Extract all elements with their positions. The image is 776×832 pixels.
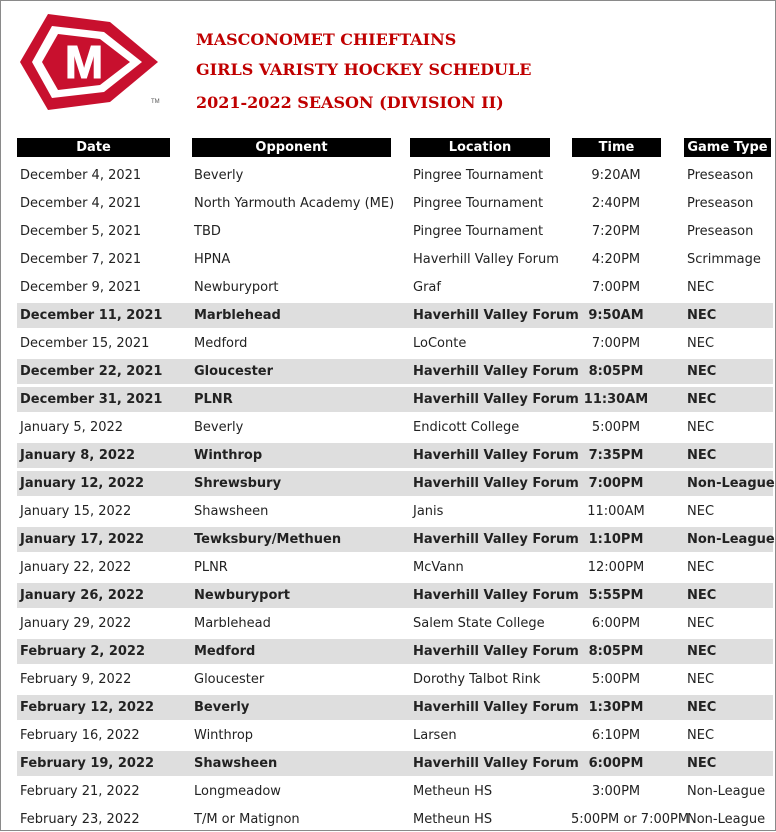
game-date: January 5, 2022 (20, 420, 124, 435)
game-type: Non-League (687, 784, 766, 799)
game-type: NEC (687, 448, 717, 463)
game-opponent: Tewksbury/Methuen (194, 532, 342, 547)
table-row (17, 359, 773, 384)
game-type: NEC (687, 504, 715, 519)
game-time: 9:50AM (588, 308, 644, 323)
game-type: NEC (687, 336, 715, 351)
title-line-1: MASCONOMET CHIEFTAINS (196, 30, 457, 49)
game-date: December 22, 2021 (20, 364, 163, 379)
game-type: NEC (687, 560, 715, 575)
game-opponent: PLNR (194, 392, 233, 407)
table-row (17, 527, 773, 552)
table-row (17, 611, 773, 636)
game-opponent: Gloucester (194, 672, 265, 687)
game-type: Scrimmage (687, 252, 761, 267)
game-date: December 31, 2021 (20, 392, 163, 407)
game-opponent: Beverly (194, 168, 244, 183)
game-type: NEC (687, 280, 715, 295)
game-type: Non-League (687, 812, 766, 827)
table-row (17, 275, 773, 300)
game-type: NEC (687, 420, 715, 435)
game-location: Graf (413, 280, 441, 295)
game-opponent: Winthrop (194, 448, 263, 463)
table-row (17, 219, 773, 244)
game-location: Metheun HS (413, 812, 493, 827)
game-type: Non-League (687, 532, 775, 547)
game-type: NEC (687, 364, 717, 379)
game-opponent: T/M or Matignon (194, 812, 300, 827)
game-type: NEC (687, 392, 717, 407)
table-row (17, 555, 773, 580)
game-time: 6:10PM (591, 728, 641, 743)
game-location: Pingree Tournament (413, 168, 544, 183)
game-location: Metheun HS (413, 784, 493, 799)
game-opponent: Newburyport (194, 280, 279, 295)
logo-trademark: TM (151, 99, 160, 105)
game-time: 6:00PM (591, 616, 641, 631)
game-location: Haverhill Valley Forum (413, 448, 579, 463)
game-date: January 26, 2022 (20, 588, 145, 603)
game-location: LoConte (413, 336, 467, 351)
game-opponent: Beverly (194, 700, 250, 715)
game-opponent: Longmeadow (194, 784, 281, 799)
game-time: 8:05PM (588, 644, 644, 659)
logo-letter: M (64, 36, 104, 88)
game-location: Haverhill Valley Forum (413, 588, 579, 603)
title-line-2: GIRLS VARISTY HOCKEY SCHEDULE (196, 60, 532, 79)
header-location: Location (410, 138, 550, 157)
game-location: Haverhill Valley Forum (413, 700, 579, 715)
game-opponent: Newburyport (194, 588, 291, 603)
game-location: Haverhill Valley Forum (413, 252, 559, 267)
game-opponent: Medford (194, 644, 256, 659)
game-opponent: Medford (194, 336, 248, 351)
game-type: NEC (687, 588, 717, 603)
game-location: Pingree Tournament (413, 224, 544, 239)
game-type: Preseason (687, 196, 754, 211)
game-location: Endicott College (413, 420, 520, 435)
header-game-type: Game Type (684, 138, 771, 157)
table-row (17, 639, 773, 664)
table-row (17, 331, 773, 356)
game-location: Salem State College (413, 616, 545, 631)
game-location: Haverhill Valley Forum (413, 308, 579, 323)
game-time: 8:05PM (588, 364, 644, 379)
game-location: Haverhill Valley Forum (413, 476, 579, 491)
game-time: 3:00PM (591, 784, 641, 799)
header-opponent: Opponent (192, 138, 391, 157)
table-row (17, 303, 773, 328)
game-location: McVann (413, 560, 464, 575)
game-date: January 22, 2022 (20, 560, 132, 575)
table-row (17, 387, 773, 412)
table-row (17, 723, 773, 748)
game-date: December 9, 2021 (20, 280, 142, 295)
game-time: 11:30AM (583, 392, 649, 407)
table-row (17, 695, 773, 720)
game-type: Preseason (687, 224, 754, 239)
game-time: 4:20PM (591, 252, 641, 267)
table-row (17, 779, 773, 804)
game-location: Haverhill Valley Forum (413, 532, 579, 547)
game-date: February 19, 2022 (20, 756, 155, 771)
table-row (17, 443, 773, 468)
game-date: December 4, 2021 (20, 168, 142, 183)
table-row (17, 471, 773, 496)
game-opponent: Gloucester (194, 364, 274, 379)
table-row (17, 667, 773, 692)
game-opponent: North Yarmouth Academy (ME) (194, 196, 395, 211)
table-row (17, 163, 773, 188)
game-date: January 8, 2022 (20, 448, 135, 463)
game-time: 9:20AM (591, 168, 641, 183)
table-row (17, 191, 773, 216)
game-time: 7:20PM (591, 224, 641, 239)
game-opponent: PLNR (194, 560, 228, 575)
game-location: Pingree Tournament (413, 196, 544, 211)
game-location: Haverhill Valley Forum (413, 644, 579, 659)
game-time: 7:00PM (588, 476, 644, 491)
game-type: NEC (687, 728, 715, 743)
game-time: 11:00AM (587, 504, 645, 519)
game-opponent: Shrewsbury (194, 476, 282, 491)
table-row (17, 499, 773, 524)
game-type: NEC (687, 616, 715, 631)
game-opponent: Marblehead (194, 308, 281, 323)
game-time: 5:00PM or 7:00PM (571, 812, 690, 827)
game-date: January 17, 2022 (20, 532, 145, 547)
game-date: January 29, 2022 (20, 616, 132, 631)
game-location: Haverhill Valley Forum (413, 364, 579, 379)
game-type: NEC (687, 756, 717, 771)
game-time: 5:00PM (591, 672, 641, 687)
game-type: NEC (687, 700, 717, 715)
game-location: Haverhill Valley Forum (413, 756, 579, 771)
game-time: 12:00PM (587, 560, 645, 575)
game-time: 7:35PM (588, 448, 644, 463)
game-date: December 11, 2021 (20, 308, 163, 323)
game-date: December 15, 2021 (20, 336, 150, 351)
game-type: NEC (687, 672, 715, 687)
game-date: December 4, 2021 (20, 196, 142, 211)
game-opponent: Winthrop (194, 728, 254, 743)
game-time: 5:00PM (591, 420, 641, 435)
masconomet-logo (18, 12, 160, 112)
table-row (17, 807, 773, 832)
title-line-3: 2021-2022 SEASON (DIVISION II) (196, 93, 504, 112)
header-time: Time (572, 138, 661, 157)
game-location: Haverhill Valley Forum (413, 392, 579, 407)
game-date: February 2, 2022 (20, 644, 146, 659)
game-time: 6:00PM (588, 756, 644, 771)
game-location: Dorothy Talbot Rink (413, 672, 541, 687)
game-date: February 16, 2022 (20, 728, 140, 743)
game-date: January 12, 2022 (20, 476, 145, 491)
game-location: Larsen (413, 728, 457, 743)
game-time: 1:10PM (588, 532, 644, 547)
table-row (17, 583, 773, 608)
header-date: Date (17, 138, 170, 157)
game-date: January 15, 2022 (20, 504, 132, 519)
table-row (17, 247, 773, 272)
game-opponent: Beverly (194, 420, 244, 435)
table-row (17, 751, 773, 776)
game-date: February 23, 2022 (20, 812, 140, 827)
game-type: Non-League (687, 476, 775, 491)
game-type: NEC (687, 308, 717, 323)
game-opponent: Shawsheen (194, 756, 278, 771)
game-time: 7:00PM (591, 336, 641, 351)
game-opponent: TBD (194, 224, 221, 239)
game-opponent: Marblehead (194, 616, 271, 631)
game-time: 7:00PM (591, 280, 641, 295)
game-time: 2:40PM (591, 196, 641, 211)
game-opponent: HPNA (194, 252, 231, 267)
game-type: Preseason (687, 168, 754, 183)
game-opponent: Shawsheen (194, 504, 269, 519)
game-type: NEC (687, 644, 717, 659)
game-date: February 9, 2022 (20, 672, 132, 687)
game-location: Janis (413, 504, 444, 519)
game-date: December 7, 2021 (20, 252, 142, 267)
table-row (17, 415, 773, 440)
game-date: February 12, 2022 (20, 700, 155, 715)
game-date: December 5, 2021 (20, 224, 142, 239)
game-time: 1:30PM (588, 700, 644, 715)
game-time: 5:55PM (588, 588, 644, 603)
game-date: February 21, 2022 (20, 784, 140, 799)
